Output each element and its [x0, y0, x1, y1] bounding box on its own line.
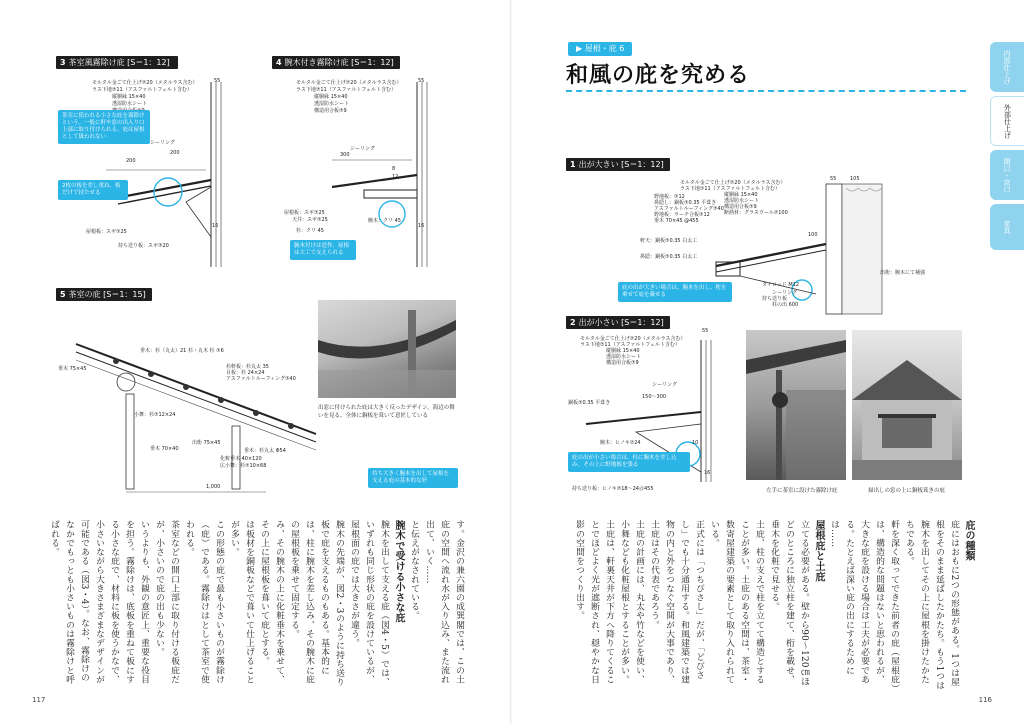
left-body-col-3: 腕木を出して支える庇（図4・5）では、いずれも同じ形状の庇を設けているが、屋根面の庇では大きさが違う。: [349, 520, 389, 687]
fig1-dim-3: 100: [808, 232, 818, 238]
fig1-label-11: 垂木 70×45 @455: [654, 218, 699, 224]
fig1-label-17: 柱の出 600: [772, 302, 799, 308]
fig1-label-7: 野地板：⑦12: [654, 194, 685, 200]
fig5-label-3: 目板：杉 24×24: [226, 370, 265, 376]
fig5-label-7: 垂木 70×40: [150, 446, 179, 452]
left-body-col-4: 腕木の先端が、図2・3のように持ち送り板で庇を支えるものもある。基本的には、柱に腕木を差し込み、その腕木に庇の屋根板を乗せて固定する。: [289, 520, 344, 687]
photo1-callout: 持ち大きく腕木を出して屋根を支える庇の基本的な形: [368, 468, 458, 488]
left-body-col-8: 茶室などの開口上部に取り付ける板庇だが、小さいので庇の出も少ない。: [154, 520, 179, 684]
left-body-text: [49, 520, 466, 690]
right-body-col-6: 土庇の計画には、丸太や竹などを使い、小舞なども化粧屋根とすることが多い。: [619, 520, 644, 684]
fig4-number: 4: [276, 58, 282, 67]
side-tab-furniture[interactable]: 家具: [990, 204, 1024, 250]
fig4-label-10: 天井：スギ⑦25: [292, 217, 328, 223]
fig2-title: [566, 316, 670, 329]
fig2-label-4: 透湿防水シート: [606, 354, 642, 360]
right-body-col-7: 土庇は、軒裏天井が下方へ降りてくることでほどよく光が遮断され、穏やかな日影の空間をつくり出す。: [574, 520, 614, 684]
fig4-dim-3: 16: [418, 223, 425, 229]
side-tab-exterior[interactable]: 外部仕上げ: [990, 96, 1024, 146]
fig5-label-10: 化粧垂木 40×120: [220, 456, 262, 462]
fig1-label-5: 構造用合板⑦9: [724, 204, 757, 210]
fig1-label-18: 出桁：腕木にて補強: [880, 270, 926, 276]
photo1-caption: 出窓に付けられた庇は大きく反ったデザイン。海辺の舞いを見る、全体に銅板を葺いて意匠している: [318, 405, 455, 419]
fig1-number: 1: [570, 160, 576, 169]
fig3-title: [56, 56, 178, 69]
fig4-label-4: 透湿防水シート: [314, 101, 350, 107]
fig4-label-7: 屋根板：スギ⑦25: [284, 210, 325, 216]
fig1-label-3: 縦胴縁 15×40: [724, 192, 758, 198]
left-body-col-2: と伝えがなされている。: [409, 520, 419, 621]
right-page-number: 116: [978, 696, 992, 704]
left-body-col-1: す。金沢の兼六園の成巽閣では、この土庇の空間へ流れ水が入り込み、また流れ出て、いく……: [424, 520, 464, 684]
side-tab-interior[interactable]: 内部仕上げ: [990, 42, 1024, 92]
photo-window-eave: [852, 330, 962, 480]
fig4-dim-1: 55: [418, 78, 425, 84]
fig2-dim-2: 150～300: [642, 394, 667, 400]
fig4-label-2: ラス下地⑦11（アスファルトフェルト含む）: [296, 87, 396, 93]
left-body-col-7: この形態の庇で最も小さいものが霧除け（庇）である。霧除けはとして茶室で使われる。: [184, 520, 224, 684]
fig5-label-5: 小舞：杉⑦12×24: [134, 412, 176, 418]
fig2-label-8: 腕木：ヒノキ⑦24: [600, 440, 641, 446]
left-section-heading: 腕木で受ける小さな庇: [393, 520, 404, 623]
fig3-label-7: 屋根板：スギ⑦25: [86, 229, 127, 235]
fig3-label-1: モルタル金ごて仕上げ⑦20（メタルラス含む）: [92, 80, 198, 86]
fig1-callout: 庇の出が大きい場合は、腕木を出し、桁を乗せて庇を載せる: [618, 282, 732, 302]
fig4-label-8: 腕木：クリ 45: [368, 218, 401, 224]
fig4-dim-5: 12: [392, 174, 399, 180]
fig2-label-7: 銅板⑦0.35 平葺き: [568, 400, 611, 406]
right-body-col-3: 立てる必要がある。壁から90～120㎝ほどのところに独立柱を建て、桁を載せ、垂木を化粧で見せる。: [769, 520, 809, 686]
category-pill: ▶ 屋根・庇 6: [568, 42, 632, 56]
fig3-dim-3: 200: [170, 150, 180, 156]
fig5-label-1: 垂木：杉（丸太）21 杉・丸木 杉 ⑦6: [140, 348, 224, 354]
fig5-label-11: 広小舞：杉⑦10×68: [220, 463, 267, 469]
fig5-number: 5: [60, 290, 66, 299]
fig3-label-2: ラス下地⑦11（アスファルトフェルト含む）: [92, 87, 192, 93]
title-underline: [566, 90, 966, 92]
fig4-label-6: シーリング: [350, 146, 375, 152]
left-body-col-5: み、その腕木の上に化粧垂木を乗せて、その上に屋根板を葺いて庇とする。: [259, 520, 284, 684]
fig1-title: [566, 158, 670, 171]
fig1-label-6: 断熱材：グラスウール⑦100: [724, 210, 788, 216]
fig5-title-text: 茶室の庇 [S＝1：15]: [68, 290, 146, 299]
fig1-label-9: アスファルトルーフィング⑦40: [654, 206, 724, 212]
page-title: 和風の庇を究める: [566, 63, 751, 88]
fig3-callout-1: 茶室に使われる小さな庇を霧除けという。一般に軒や窓の出入り口上部に取り付けられる。庇は屋根として扱われない: [58, 110, 150, 144]
fig1-label-16: 持ち送り板: [762, 296, 788, 302]
fig1-label-12: 軒天：銅板⑦0.35 白太工: [640, 238, 698, 244]
fig3-label-4: 透湿防水シート: [112, 101, 148, 107]
fig4-callout: 腕木付けは造作、屋根は大工で支えられる: [290, 240, 356, 260]
fig5-dim-1: 1,000: [206, 484, 221, 490]
right-body-text: [566, 520, 976, 690]
fig4-dim-2: 300: [340, 152, 350, 158]
fig3-dim-1: 55: [214, 78, 221, 84]
fig5-title: [56, 288, 152, 301]
fig2-number: 2: [570, 318, 576, 327]
fig3-label-6: シーリング: [150, 140, 175, 146]
fig2-label-2: ラス下地⑦11（アスファルトフェルト含む）: [580, 342, 680, 348]
fig4-label-9: 杉：クリ 45: [296, 228, 324, 234]
fig4-label-3: 縦胴縁 15×40: [314, 94, 348, 100]
fig4-label-1: モルタル金ごて仕上げ⑦20（メタルラス含む）: [296, 80, 402, 86]
fig2-label-3: 縦胴縁 15×40: [606, 348, 640, 354]
fig1-label-8: 鼻隠し：銅板⑦0.35 平葺き: [654, 200, 717, 206]
fig1-label-10: 野地板：ラーチ合板⑦12: [654, 212, 710, 218]
fig1-label-1: モルタル金ごて仕上げ⑦20（メタルラス含む）: [680, 180, 786, 186]
fig4-title-text: 腕木付き霧除け庇 [S＝1：12]: [284, 58, 394, 67]
fig4-dim-4: 8: [392, 166, 396, 172]
fig5-diagram: [56, 304, 316, 504]
fig3-callout-2: 2枚の板を差し重ね、板だけで持たせる: [58, 180, 128, 200]
fig5-label-4: アスファルトルーフィング⑦40: [226, 376, 296, 382]
fig5-label-8: 出桁 75×45: [192, 440, 221, 446]
right-heading-2: 屋根庇と土庇: [813, 520, 824, 582]
photo2-caption: 左手に茶室に設けた霧除け庇: [766, 488, 838, 494]
fig2-dim-1: 55: [702, 328, 709, 334]
fig2-title-text: 出が小さい [S＝1：12]: [578, 318, 664, 327]
fig4-title: [272, 56, 400, 69]
side-tab-openings[interactable]: 開口・窓口: [990, 150, 1024, 200]
left-body-col-9: いうよりも、外観の意匠上、重要な役目を担う。霧除けは、底板を重ねて板にする小さな庇で、材料に板を使うかなで、小さいながら大きさまざまなデザインが可能である（図3・4）。なお、霧除けのなかでもっとも小さいものは霧除けと呼ばれる。: [49, 520, 149, 684]
photo-tea-room-eave: [746, 330, 846, 480]
photo3-caption: 掃出しの窓の上に銅板葺きの庇: [868, 488, 946, 494]
fig1-label-13: 鼻隠：銅板⑦0.35 白太工: [640, 254, 698, 260]
fig3-label-3: 縦胴縁 15×40: [112, 94, 146, 100]
fig2-callout: 庇の出が小さい場合は、柱に腕木を差し込み、その上に野地板を張る: [568, 452, 690, 472]
right-body-col-5: 正式には「つちびさし」だが、「どびさし」でも十分通用する。和風建築では建物の内と外をつなぐ空間が大事であり、土庇はその代表であろう。: [649, 520, 704, 684]
fig1-dim-2: 105: [850, 176, 860, 182]
fig2-dim-4: 10: [692, 440, 699, 446]
fig2-label-5: 構造用合板⑦9: [606, 360, 639, 366]
fig1-label-14: タイロッド M12: [762, 282, 800, 288]
fig2-label-9: 持ち送り板：ヒノキ⑦18～24＠455: [572, 486, 654, 492]
fig1-label-4: 透湿防水シート: [724, 198, 760, 204]
fig3-diagram: [56, 72, 256, 272]
fig3-dim-2: 200: [126, 158, 136, 164]
right-body-col-2: 軒を深く取ってできた前者の庇（屋根庇）は、構造的な問題はないと思われるが、大きな庇を設ける場合は工夫が必要である。たとえば深い庇の出にするためには……: [829, 520, 899, 689]
right-body-col-4: 土庇、柱の支えで柱を立てて構造とすることが多い。土庇のある空間は、茶室・数寄屋建築の要素として取り入れられている。: [709, 520, 764, 684]
fig2-label-1: モルタル金ごて仕上げ⑦20（メタルラス含む）: [580, 336, 686, 342]
fig3-label-8: 持ち送り板：スギ⑦20: [118, 243, 169, 249]
fig1-label-2: ラス下地⑦11（アスファルトフェルト含む）: [680, 186, 780, 192]
right-body-col-1: 庇にはおもに2つの形態がある。1つは屋根をそのまま延ばしたかたち。もう1つは腕木を出してその上に屋根を掛けたかたちである。: [904, 520, 959, 690]
fig3-title-text: 茶室風霧除け庇 [S＝1：12]: [68, 58, 170, 67]
left-page-number: 117: [32, 696, 46, 704]
fig3-number: 3: [60, 58, 66, 67]
fig1-title-text: 出が大きい [S＝1：12]: [578, 160, 664, 169]
fig3-dim-4: 16: [212, 223, 219, 229]
fig1-label-15: シーリング: [772, 290, 797, 296]
right-heading-1: 庇の種類: [963, 520, 974, 562]
fig5-label-9: 垂木：杉丸太 Φ54: [244, 448, 286, 454]
fig2-label-6: シーリング: [652, 382, 677, 388]
fig4-label-5: 構造用合板⑦9: [314, 108, 347, 114]
fig5-label-2: 杉軒板：杉丸太 35: [226, 364, 269, 370]
fig5-label-6: 垂木 75×45: [58, 366, 87, 372]
left-body-col-6: は板材を銅板などで葺いて仕上げることが多い。: [229, 520, 254, 684]
photo-curved-eave: [318, 300, 456, 398]
fig1-dim-1: 55: [830, 176, 837, 182]
fig2-dim-3: 16: [704, 470, 711, 476]
